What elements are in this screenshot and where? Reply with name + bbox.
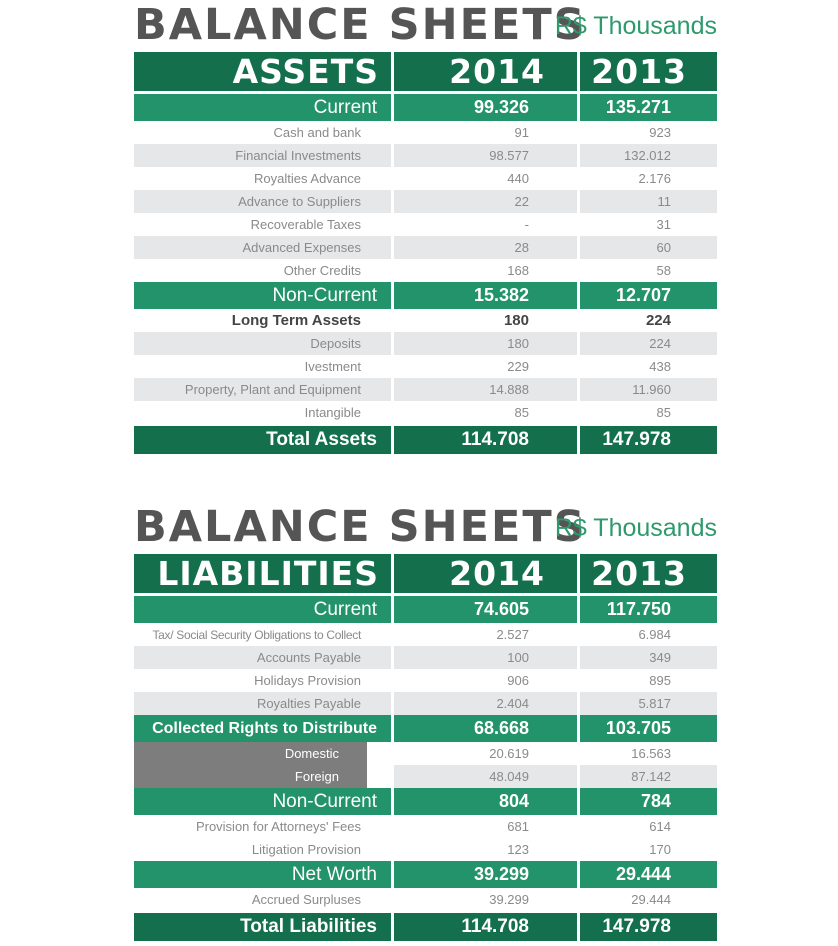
liabilities-section bbox=[134, 502, 717, 941]
row-label: Other Credits bbox=[283, 263, 361, 278]
row-label: Property, Plant and Equipment bbox=[134, 378, 391, 401]
value-2013: 58 bbox=[577, 259, 717, 282]
row-label: Non-Current bbox=[134, 282, 391, 309]
row-label: Current bbox=[134, 94, 391, 121]
liabilities-non-current-row bbox=[134, 788, 717, 815]
table-row bbox=[134, 692, 717, 715]
table-row bbox=[134, 355, 717, 378]
table-row bbox=[134, 742, 717, 765]
row-label: Non-Current bbox=[134, 788, 391, 815]
value-2014: 100 bbox=[391, 646, 577, 669]
row-label: Cash and bank bbox=[273, 125, 361, 140]
row-label: Current bbox=[134, 596, 391, 623]
total-liabilities-row bbox=[134, 911, 717, 941]
value-2014: 15.382 bbox=[391, 282, 577, 309]
value-2014: 28 bbox=[391, 236, 577, 259]
row-label: Advanced Expenses bbox=[134, 236, 391, 259]
value-2013: 135.271 bbox=[577, 94, 717, 121]
table-row bbox=[134, 144, 717, 167]
row-label: Intangible bbox=[304, 405, 361, 420]
value-2013: 31 bbox=[577, 213, 717, 236]
liabilities-table bbox=[134, 554, 717, 941]
collected-rights-row bbox=[134, 715, 717, 742]
value-2013: 60 bbox=[577, 236, 717, 259]
value-2014: 2.404 bbox=[391, 692, 577, 715]
assets-title: BALANCE SHEETS bbox=[134, 0, 587, 50]
value-2013: 132.012 bbox=[577, 144, 717, 167]
assets-section bbox=[134, 0, 717, 454]
assets-header-label: ASSETS bbox=[134, 52, 391, 94]
row-label: Collected Rights to Distribute bbox=[134, 715, 391, 742]
value-2013: 923 bbox=[577, 121, 717, 144]
row-label: Holidays Provision bbox=[254, 673, 361, 688]
value-2014: 74.605 bbox=[391, 596, 577, 623]
row-label: Financial Investments bbox=[134, 144, 391, 167]
table-row bbox=[134, 121, 717, 144]
value-2014: 91 bbox=[391, 121, 577, 144]
value-2014: 440 bbox=[391, 167, 577, 190]
table-row bbox=[134, 765, 717, 788]
value-2013: 6.984 bbox=[577, 623, 717, 646]
assets-header-row bbox=[134, 52, 717, 94]
value-2014: 180 bbox=[391, 332, 577, 355]
row-label: Advance to Suppliers bbox=[134, 190, 391, 213]
value-2014: 114.708 bbox=[391, 911, 577, 941]
value-2013: 12.707 bbox=[577, 282, 717, 309]
row-label: Foreign bbox=[134, 765, 391, 788]
long-term-assets-row bbox=[134, 309, 717, 332]
value-2013: 29.444 bbox=[577, 861, 717, 888]
value-2013: 5.817 bbox=[577, 692, 717, 715]
table-row bbox=[134, 401, 717, 424]
value-2014: 20.619 bbox=[391, 742, 577, 765]
liabilities-header-label: LIABILITIES bbox=[134, 554, 391, 596]
table-row bbox=[134, 888, 717, 911]
value-2014: 2.527 bbox=[391, 623, 577, 646]
table-row bbox=[134, 646, 717, 669]
value-2014: 39.299 bbox=[391, 888, 577, 911]
row-label: Accrued Surpluses bbox=[251, 892, 361, 907]
value-2014: 180 bbox=[391, 309, 577, 332]
table-row bbox=[134, 213, 717, 236]
value-2013: 87.142 bbox=[577, 765, 717, 788]
table-row bbox=[134, 236, 717, 259]
row-label: Recoverable Taxes bbox=[250, 217, 361, 232]
assets-unit: R$ Thousands bbox=[554, 12, 717, 40]
value-2014: 98.577 bbox=[391, 144, 577, 167]
table-row bbox=[134, 259, 717, 282]
row-label: Litigation Provision bbox=[251, 842, 361, 857]
row-label: Net Worth bbox=[134, 861, 391, 888]
row-label: Ivestment bbox=[304, 359, 361, 374]
value-2013: 29.444 bbox=[577, 888, 717, 911]
table-row bbox=[134, 332, 717, 355]
value-2013: 438 bbox=[577, 355, 717, 378]
value-2013: 85 bbox=[577, 401, 717, 424]
row-label: Provision for Attorneys' Fees bbox=[195, 819, 361, 834]
table-row bbox=[134, 167, 717, 190]
total-assets-row bbox=[134, 424, 717, 454]
row-label: Total Liabilities bbox=[134, 911, 391, 941]
assets-non-current-row bbox=[134, 282, 717, 309]
row-label: Accounts Payable bbox=[134, 646, 391, 669]
value-2013: 224 bbox=[577, 332, 717, 355]
value-2014: 123 bbox=[391, 838, 577, 861]
value-2013: 224 bbox=[577, 309, 717, 332]
value-2013: 11.960 bbox=[577, 378, 717, 401]
row-label: Domestic bbox=[134, 742, 391, 765]
value-2014: 39.299 bbox=[391, 861, 577, 888]
value-2013: 11 bbox=[577, 190, 717, 213]
row-label: Deposits bbox=[134, 332, 391, 355]
value-2013: 349 bbox=[577, 646, 717, 669]
table-row bbox=[134, 378, 717, 401]
value-2014: 229 bbox=[391, 355, 577, 378]
liabilities-title-row bbox=[134, 502, 717, 554]
assets-table bbox=[134, 52, 717, 454]
year-2013-header: 2013 bbox=[577, 554, 717, 596]
year-2014-header: 2014 bbox=[391, 554, 577, 596]
value-2014: 68.668 bbox=[391, 715, 577, 742]
value-2013: 2.176 bbox=[577, 167, 717, 190]
value-2014: - bbox=[391, 213, 577, 236]
value-2013: 103.705 bbox=[577, 715, 717, 742]
value-2014: 85 bbox=[391, 401, 577, 424]
row-label: Tax/ Social Security Obligations to Collect bbox=[152, 627, 361, 642]
value-2014: 168 bbox=[391, 259, 577, 282]
year-2013-header: 2013 bbox=[577, 52, 717, 94]
row-label: Total Assets bbox=[134, 424, 391, 454]
table-row bbox=[134, 815, 717, 838]
table-row bbox=[134, 623, 717, 646]
value-2013: 784 bbox=[577, 788, 717, 815]
liabilities-unit: R$ Thousands bbox=[554, 514, 717, 542]
assets-title-row bbox=[134, 0, 717, 52]
row-label: Royalties Advance bbox=[254, 171, 361, 186]
value-2013: 614 bbox=[577, 815, 717, 838]
value-2014: 14.888 bbox=[391, 378, 577, 401]
value-2013: 170 bbox=[577, 838, 717, 861]
assets-current-row bbox=[134, 94, 717, 121]
liabilities-title: BALANCE SHEETS bbox=[134, 502, 587, 552]
value-2013: 147.978 bbox=[577, 424, 717, 454]
row-label: Royalties Payable bbox=[134, 692, 391, 715]
year-2014-header: 2014 bbox=[391, 52, 577, 94]
row-label: Long Term Assets bbox=[231, 312, 361, 329]
table-row bbox=[134, 669, 717, 692]
table-row bbox=[134, 838, 717, 861]
value-2014: 99.326 bbox=[391, 94, 577, 121]
net-worth-row bbox=[134, 861, 717, 888]
value-2014: 804 bbox=[391, 788, 577, 815]
value-2014: 906 bbox=[391, 669, 577, 692]
value-2014: 681 bbox=[391, 815, 577, 838]
value-2013: 16.563 bbox=[577, 742, 717, 765]
value-2014: 48.049 bbox=[391, 765, 577, 788]
value-2014: 114.708 bbox=[391, 424, 577, 454]
liabilities-header-row bbox=[134, 554, 717, 596]
table-row bbox=[134, 190, 717, 213]
value-2013: 895 bbox=[577, 669, 717, 692]
value-2014: 22 bbox=[391, 190, 577, 213]
value-2013: 147.978 bbox=[577, 911, 717, 941]
liabilities-current-row bbox=[134, 596, 717, 623]
value-2013: 117.750 bbox=[577, 596, 717, 623]
